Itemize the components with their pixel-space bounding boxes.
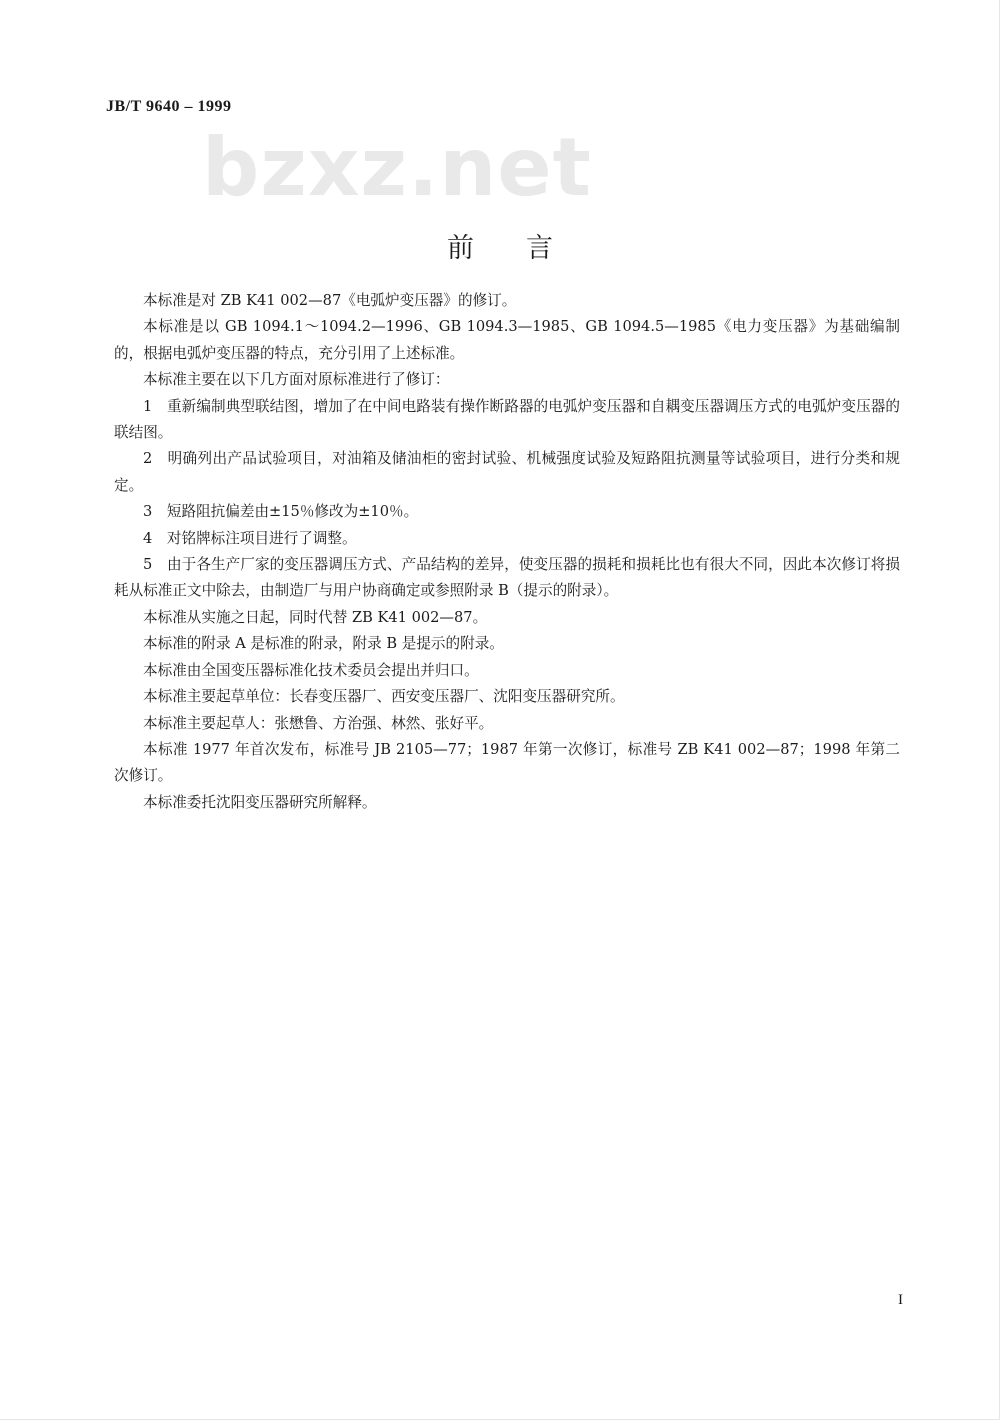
paragraph-item-4: 4 对铭牌标注项目进行了调整。 (143, 529, 357, 547)
watermark-text: bzxz.net (202, 121, 592, 214)
standard-code: JB/T 9640 – 1999 (106, 98, 232, 115)
paragraph-drafting-units: 本标准主要起草单位：长春变压器厂、西安变压器厂、沈阳变压器研究所。 (143, 688, 625, 706)
paragraph-item-5: 5 由于各生产厂家的变压器调压方式、产品结构的差异，使变压器的损耗和损耗比也有很大不同，因此本次修订将损耗从标准正文中除去，由制造厂与用户协商确定或参照附录 B（提示的附录）。 (114, 556, 900, 600)
paragraph-proposed-by: 本标准由全国变压器标准化技术委员会提出并归口。 (143, 661, 479, 679)
paragraph-item-3: 3 短路阻抗偏差由±15％修改为±10％。 (143, 503, 419, 521)
paragraph-replaces: 本标准从实施之日起，同时代替 ZB K41 002—87。 (143, 608, 488, 626)
paragraph-basis: 本标准是以 GB 1094.1～1094.2—1996、GB 1094.3—1985、GB 1094.5—1985《电力变压器》为基础编制的，根据电弧炉变压器的特点，充分引用了上述标准。 (114, 318, 900, 362)
paragraph-revision-intro: 本标准主要在以下几方面对原标准进行了修订： (143, 371, 450, 389)
paragraph-item-2: 2 明确列出产品试验项目，对油箱及储油柜的密封试验、机械强度试验及短路阻抗测量等试验项目，进行分类和规定。 (114, 450, 900, 494)
paragraph-history: 本标准 1977 年首次发布，标准号 JB 2105—77；1987 年第一次修订，标准号 ZB K41 002—87；1998 年第二次修订。 (114, 740, 900, 785)
paragraph-item-1: 1 重新编制典型联结图，增加了在中间电路装有操作断路器的电弧炉变压器和自耦变压器调压方式的电弧炉变压器的联结图。 (114, 397, 900, 442)
paragraph-drafters: 本标准主要起草人：张懋鲁、方治强、林然、张好平。 (143, 714, 494, 732)
paragraph-appendix: 本标准的附录 A 是标准的附录，附录 B 是提示的附录。 (143, 635, 504, 653)
paragraph-interpretation: 本标准委托沈阳变压器研究所解释。 (143, 793, 377, 811)
page-number: I (898, 1292, 903, 1308)
paragraph-revision-of: 本标准是对 ZB K41 002—87《电弧炉变压器》的修订。 (143, 292, 517, 309)
foreword-body (114, 288, 900, 816)
page-title: 前言 (447, 233, 605, 264)
